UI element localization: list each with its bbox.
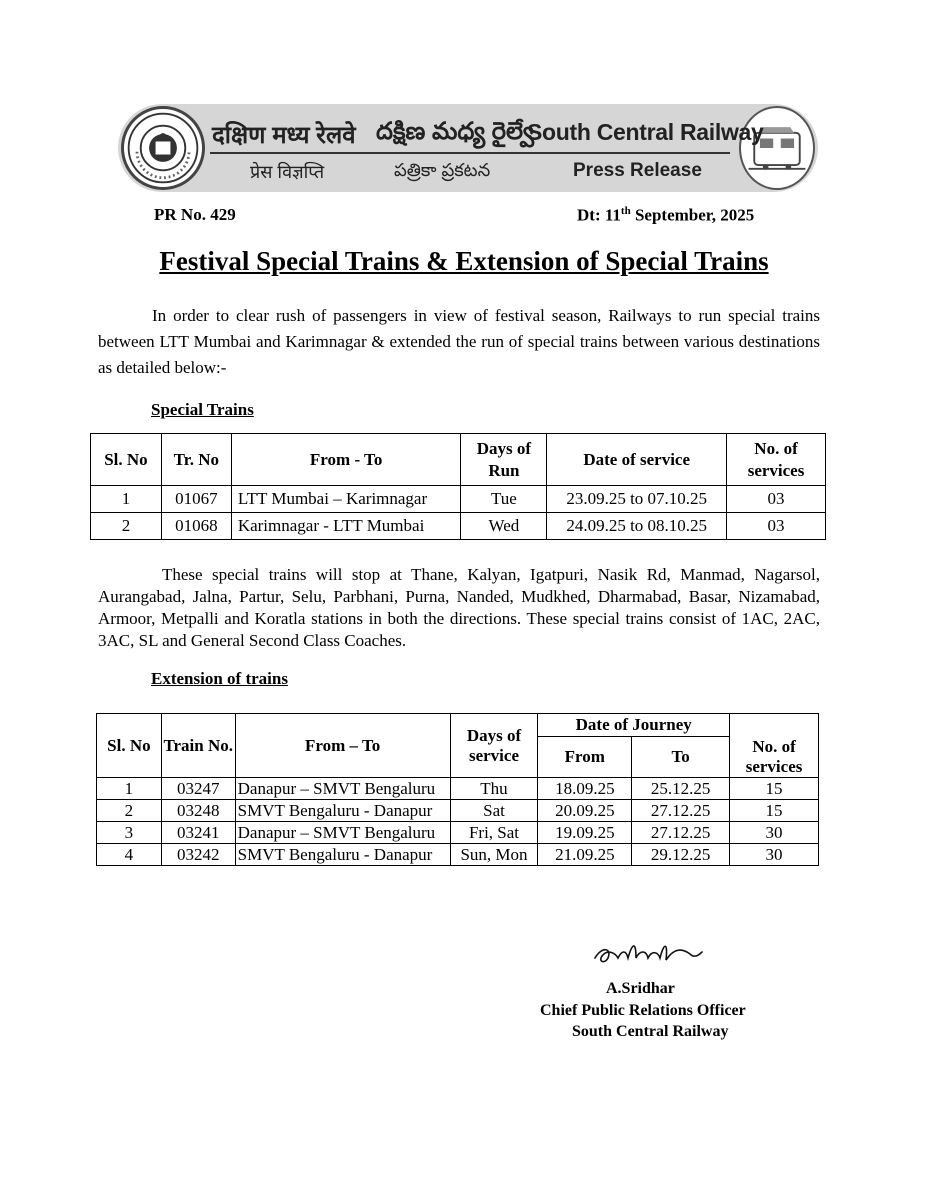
col-days-of-run: Days of Run (461, 434, 547, 486)
indian-railways-emblem-icon (124, 109, 202, 187)
col-date-of-journey: Date of Journey (538, 714, 730, 737)
cell-date: 24.09.25 to 08.10.25 (547, 513, 727, 540)
cell-date: 23.09.25 to 07.10.25 (547, 486, 727, 513)
date-prefix: Dt: 11 (577, 205, 621, 225)
table-header-row (91, 434, 826, 486)
col-train-no: Tr. No (161, 434, 231, 486)
cell-train: 03241 (161, 822, 235, 844)
cell-services: 03 (727, 513, 826, 540)
signature-icon (590, 932, 705, 972)
date-ordinal: th (620, 205, 631, 217)
table-row (91, 486, 826, 513)
special-trains-heading: Special Trains (151, 400, 254, 419)
cell-services: 15 (730, 800, 819, 822)
header-english-name: South Central Railway (527, 119, 764, 145)
header-divider (210, 152, 730, 154)
cell-sl: 4 (97, 844, 162, 866)
cell-from-to: Karimnagar - LTT Mumbai (231, 513, 461, 540)
cell-train: 01068 (161, 513, 231, 540)
cell-sl: 2 (97, 800, 162, 822)
cell-train: 03247 (161, 778, 235, 800)
table-row (97, 778, 819, 800)
cell-days: Fri, Sat (450, 822, 538, 844)
cell-from: 19.09.25 (538, 822, 632, 844)
header-hindi-name: दक्षिण मध्य रेलवे (212, 122, 356, 149)
cell-to: 25.12.25 (632, 778, 730, 800)
signatory-name: A.Sridhar (606, 980, 675, 997)
table-row (97, 844, 819, 866)
col-date-of-service: Date of service (547, 434, 727, 486)
header-english-press: Press Release (573, 160, 702, 181)
col-journey-from: From (538, 737, 632, 778)
col-sl-no: Sl. No (91, 434, 162, 486)
cell-train: 03248 (161, 800, 235, 822)
cell-days: Thu (450, 778, 538, 800)
cell-services: 03 (727, 486, 826, 513)
cell-train: 03242 (161, 844, 235, 866)
col-no-of-services: No. of services (727, 434, 826, 486)
col-train-no: Train No. (161, 714, 235, 778)
cell-sl: 1 (91, 486, 162, 513)
cell-days: Tue (461, 486, 547, 513)
press-release-number: PR No. 429 (154, 205, 236, 224)
press-release-date (577, 205, 754, 226)
col-from-to: From - To (231, 434, 461, 486)
cell-from-to: LTT Mumbai – Karimnagar (231, 486, 461, 513)
date-suffix: September, 2025 (630, 205, 755, 225)
cell-from: 20.09.25 (538, 800, 632, 822)
col-no-of-services: No. of services (730, 714, 819, 778)
cell-from-to: Danapur – SMVT Bengaluru (235, 778, 450, 800)
cell-services: 30 (730, 844, 819, 866)
col-days-of-service: Days of service (450, 714, 538, 778)
table-header-row (97, 714, 819, 737)
indian-railways-logo (121, 106, 205, 190)
page-title: Festival Special Trains & Extension of Special Trains (159, 246, 769, 276)
cell-from-to: Danapur – SMVT Bengaluru (235, 822, 450, 844)
cell-to: 29.12.25 (632, 844, 730, 866)
cell-from: 18.09.25 (538, 778, 632, 800)
extension-heading: Extension of trains (151, 669, 288, 688)
special-trains-table (90, 433, 826, 540)
cell-sl: 2 (91, 513, 162, 540)
intro-paragraph: In order to clear rush of passengers in view of festival season, Railways to run special trains between LTT Mumbai and Karimnagar & extended the run of special trains between various destinations as detailed below:- (98, 306, 820, 377)
header-hindi-press: प्रेस विज्ञप्ति (250, 162, 325, 182)
cell-services: 30 (730, 822, 819, 844)
header-telugu-name: దక్షిణ మధ్య రైల్వే (376, 118, 535, 145)
table-row (97, 800, 819, 822)
cell-days: Sun, Mon (450, 844, 538, 866)
cell-sl: 3 (97, 822, 162, 844)
signatory-organization: South Central Railway (572, 1023, 729, 1040)
cell-from-to: SMVT Bengaluru - Danapur (235, 844, 450, 866)
cell-days: Sat (450, 800, 538, 822)
cell-to: 27.12.25 (632, 822, 730, 844)
cell-sl: 1 (97, 778, 162, 800)
header-telugu-press: పత్రికా ప్రకటన (394, 160, 491, 180)
cell-days: Wed (461, 513, 547, 540)
cell-services: 15 (730, 778, 819, 800)
stops-paragraph: These special trains will stop at Thane, Kalyan, Igatpuri, Nasik Rd, Manmad, Nagarsol, Aurangabad, Jalna, Partur, Selu, Parbhani, Purna, Nanded, Mudkhed, Dharmabad, Basar, Nizamabad, Armoor, Metpalli and Koratla stations in both the directions. These special trains consist of 1AC, 2AC, 3AC, SL and General Second Class Coaches. (98, 565, 820, 650)
cell-from: 21.09.25 (538, 844, 632, 866)
cell-from-to: SMVT Bengaluru - Danapur (235, 800, 450, 822)
col-journey-to: To (632, 737, 730, 778)
extension-table (96, 713, 819, 866)
table-row (97, 822, 819, 844)
signatory-title: Chief Public Relations Officer (540, 1002, 746, 1019)
table-row (91, 513, 826, 540)
cell-train: 01067 (161, 486, 231, 513)
col-from-to: From – To (235, 714, 450, 778)
cell-to: 27.12.25 (632, 800, 730, 822)
col-sl-no: Sl. No (97, 714, 162, 778)
